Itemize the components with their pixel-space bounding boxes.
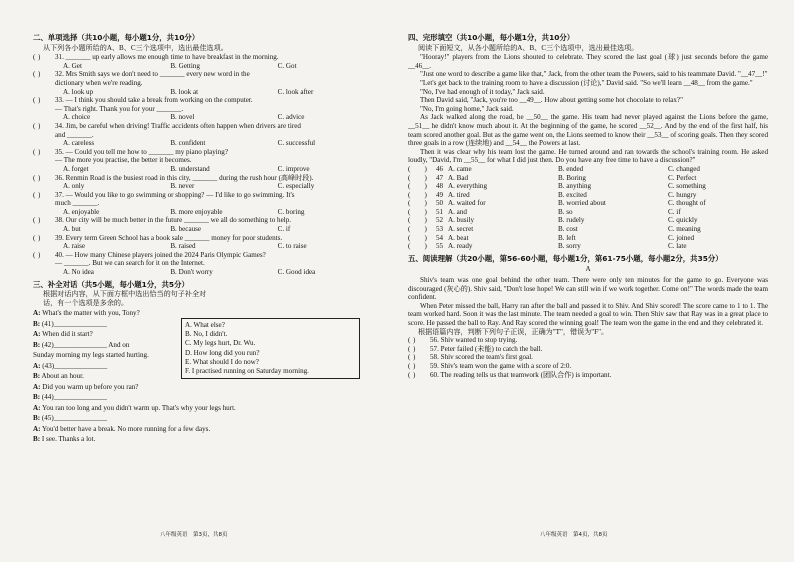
option-a: A. and — [448, 207, 467, 216]
cloze-option-row — [408, 182, 768, 191]
option-a: A. came — [448, 164, 472, 173]
question-stem: 39. Every term Green School has a book sale _______ money for poor students. — [55, 233, 283, 242]
speaker: B: — [33, 414, 41, 423]
option-b: B. anything — [558, 182, 592, 191]
dialogue-text: Did you warm up before you ran? — [42, 382, 139, 391]
answer-bracket-open: ( — [408, 361, 411, 370]
option-a: A. busily — [448, 216, 475, 225]
dialogue-line — [33, 382, 385, 393]
question-stem: 40. — How many Chinese players joined the 2024 Paris Olympic Games? — [55, 250, 266, 259]
box-option: F. I practised running on Saturday morning. — [185, 367, 309, 376]
answer-bracket: ( ) — [408, 207, 427, 216]
option-c: C. hungry — [668, 190, 697, 199]
answer-bracket-open: ( — [33, 121, 36, 130]
reading-paragraph: Shiv's team was one goal behind the other team. There were only ten minutes for the game to go. Everyone was discouraged (灰心的). Shiv said, "Don't lose hope! We can still win if we work together. Come on!" The words made the team confident. — [408, 276, 768, 302]
cloze-option-row — [408, 191, 768, 200]
dialogue-text: I see. Thanks a lot. — [41, 435, 96, 444]
cloze-option-row — [408, 234, 768, 243]
option-c: C. late — [668, 242, 687, 251]
answer-bracket: ( ) — [408, 233, 427, 242]
dialogue-text: You ran too long and you didn't warm up. That's why your legs hurt. — [42, 403, 236, 412]
dialogue-text: (42)_______________ And on — [41, 340, 130, 349]
box-option: E. What should I do now? — [185, 357, 259, 366]
option-a: A. secret — [448, 225, 474, 234]
speaker: B: — [33, 319, 41, 328]
left-column — [33, 34, 385, 445]
answer-bracket-open: ( — [33, 233, 36, 242]
cloze-option-row — [408, 242, 768, 251]
option: B. never — [170, 182, 195, 191]
mcq-question — [33, 148, 385, 174]
option: C. improve — [277, 164, 310, 173]
question-stem: 36. Renmin Road is the busiest road in this city, _______ during the rush hour (高峰时段). — [55, 173, 314, 182]
option-a: A. everything — [448, 182, 488, 191]
answer-bracket-close: ) — [38, 233, 41, 242]
cloze-option-row — [408, 208, 768, 217]
answer-bracket-open: ( — [33, 70, 36, 79]
speaker: B: — [33, 340, 41, 349]
mcq-question — [33, 191, 385, 217]
tf-question — [408, 353, 768, 362]
speaker: A: — [33, 403, 41, 412]
section3-title: 三、补全对话（共5小题，每小题1分，共5分） — [33, 279, 189, 289]
dialogue-line — [33, 403, 385, 414]
cloze-option-row — [408, 199, 768, 208]
option: A. forget — [63, 164, 89, 173]
dialogue-line — [33, 413, 385, 424]
question-stem: 32. Mrs Smith says we don't need to _______ every new word in the — [55, 70, 250, 79]
option-b: B. cost — [558, 225, 578, 234]
dialogue-text: (44)_______________ — [41, 393, 107, 402]
option: C. Good idea — [277, 268, 316, 277]
option-b: B. ended — [558, 164, 584, 173]
question-stem-cont: — _______. But we can search for it on the Internet. — [55, 259, 205, 268]
section3-instruction: 根据对话内容，从下面方框中选出恰当的句子补全对话，有一个选项是多余的。 — [43, 290, 207, 307]
speaker: A: — [33, 361, 41, 370]
question-stem: 31. _______ up early allows me enough time to have breakfast in the morning. — [55, 53, 279, 62]
option: B. because — [170, 225, 202, 234]
option: A. only — [63, 182, 85, 191]
mcq-question — [33, 70, 385, 96]
answer-bracket-open: ( — [33, 96, 36, 105]
option-a: A. tired — [448, 190, 470, 199]
option: B. Getting — [170, 61, 200, 70]
option: A. No idea — [63, 268, 94, 277]
speaker: A: — [33, 424, 41, 433]
speaker: A: — [33, 309, 41, 318]
section4-title: 四、完形填空（共10小题，每小题1分，共10分） — [408, 33, 575, 42]
section2-instruction: 从下列各小题所给的A、B、C三个选项中，选出最佳选项。 — [43, 43, 228, 52]
tf-statement: 60. The reading tells us that teamwork (团队合作) is important. — [430, 370, 612, 379]
option-c: C. something — [668, 182, 706, 191]
answer-bracket-open: ( — [408, 336, 411, 345]
dialogue-text: You'd better have a break. No more running for a few days. — [42, 424, 211, 433]
mcq-question — [33, 251, 385, 277]
box-option: A. What else? — [185, 321, 225, 329]
answer-bracket-open: ( — [408, 353, 411, 362]
question-stem-cont: — That's right. Thank you for your _______. — [55, 104, 184, 113]
box-option: D. How long did you run? — [185, 348, 260, 357]
question-stem-cont: — The more you practise, the better it becomes. — [55, 156, 192, 165]
answer-bracket: ( ) — [408, 216, 427, 225]
option: C. advice — [277, 113, 305, 122]
passage-paragraph: "Let's get back to the training room to have a discussion (讨论)," David said. "So we'll learn __48__ from the game." — [420, 78, 753, 87]
option: B. novel — [170, 113, 195, 122]
option: A. Get — [63, 61, 82, 70]
tf-statement: 57. Peter failed (未能) to catch the ball. — [430, 344, 543, 353]
question-stem: 38. Our city will be much better in the future _______ we all do something to help. — [55, 216, 292, 225]
option: B. Don't worry — [170, 268, 213, 277]
answer-bracket: ( ) — [408, 182, 427, 191]
cloze-option-row — [408, 174, 768, 183]
answer-bracket: ( ) — [408, 199, 427, 208]
options-row — [41, 62, 385, 71]
passage-paragraph: Then it was clear why his team lost the game. He turned around and ran towards the school's training room. He asked loudly, "David, I'm __55__ for what I did just then. Do you have any free time to have a discussion?" — [408, 147, 768, 165]
option: C. if — [277, 225, 291, 234]
answer-bracket: ( ) — [408, 190, 427, 199]
options-row — [41, 182, 385, 191]
answer-bracket-close: ) — [38, 173, 41, 182]
options-row — [41, 113, 385, 122]
answer-bracket-close: ) — [38, 216, 41, 225]
tf-question — [408, 371, 768, 380]
option-b: B. sorry — [558, 242, 581, 251]
mcq-question — [33, 216, 385, 233]
option: C. boring — [277, 207, 305, 216]
cloze-option-row — [408, 216, 768, 225]
option: C. successful — [277, 139, 316, 148]
answer-bracket-open: ( — [408, 344, 411, 353]
option: A. but — [63, 225, 81, 234]
passage-paragraph: "Hooray!" players from the Lions shouted to celebrate. They scored the last goal (球) just seconds before the game __46__. — [408, 53, 768, 70]
passage-paragraph: "Just one word to describe a game like that," Jack, from the other team the Powers, said to his teammate David. "__47__!" — [420, 70, 768, 79]
question-number: 55 — [436, 242, 444, 251]
options-row — [41, 208, 385, 217]
tf-question — [408, 345, 768, 354]
question-stem: 33. — I think you should take a break from working on the computer. — [55, 96, 253, 105]
option: B. understand — [170, 164, 210, 173]
answer-bracket-close: ) — [38, 70, 41, 79]
answer-bracket: ( ) — [408, 225, 427, 234]
tf-question — [408, 336, 768, 345]
section5-title: 五、阅读理解（共20小题，第56-60小题，每小题1分，第61-75小题，每小题2分，共35分） — [408, 253, 723, 263]
section2-title: 二、单项选择（共10小题，每小题1分，共10分） — [33, 33, 200, 42]
option: C. especially — [277, 182, 315, 191]
passage-paragraph: As Jack walked along the road, he __50__ the game. His team had never played against the Lions before the game, __51__ he didn't know much about it. At the beginning of the game, he scored __52__. And by the end of the first half, his team scored another goal. But as the game went on, the Lions seemed to know their __53__ of scoring goals. Then they scored three goals in a row (连续地) and __54__ the Powers at last. — [408, 113, 768, 148]
option-a: A. waited for — [448, 199, 486, 208]
speaker: B: — [33, 372, 41, 381]
options-row — [41, 139, 385, 148]
question-number: 53 — [436, 225, 444, 234]
question-number: 46 — [436, 164, 444, 173]
answer-bracket-close: ) — [413, 361, 416, 370]
mcq-question — [33, 122, 385, 148]
reading-passage — [408, 276, 768, 328]
passage-label: A — [585, 265, 591, 274]
option-c: C. if — [668, 207, 681, 216]
mcq-question — [33, 96, 385, 122]
answer-bracket-close: ) — [38, 121, 41, 130]
option-a: A. Bad — [448, 173, 469, 182]
answer-bracket-close: ) — [38, 96, 41, 105]
option: B. raised — [170, 242, 196, 251]
passage-paragraph: "No, I'm going home," Jack said. — [420, 104, 514, 113]
section4-instruction: 阅读下面短文，从各小题所给的A、B、C三个选项中，选出最佳选项。 — [418, 43, 639, 52]
cloze-passage — [408, 53, 768, 165]
dialogue-text: (41)_______________ — [41, 319, 107, 328]
mcq-question — [33, 234, 385, 251]
option: B. more enjoyable — [170, 207, 223, 216]
passage-paragraph: "No, I've had enough of it today," Jack said. — [420, 87, 545, 96]
answer-bracket-open: ( — [33, 190, 36, 199]
question-number: 54 — [436, 233, 444, 242]
passage-paragraph: Then David said, "Jack, you're too __49__. How about getting some hot chocolate to relax?" — [420, 96, 683, 105]
options-row — [41, 165, 385, 174]
answer-bracket-open: ( — [33, 216, 36, 225]
mcq-question — [33, 53, 385, 70]
options-box — [181, 318, 360, 379]
option-c: C. quickly — [668, 216, 698, 225]
option-c: C. changed — [668, 164, 700, 173]
option: A. careless — [63, 139, 95, 148]
dialogue-text: About an hour. — [41, 372, 84, 381]
question-number: 49 — [436, 190, 444, 199]
option-b: B. excited — [558, 190, 587, 199]
option: A. raise — [63, 242, 86, 251]
option: A. look up — [63, 87, 94, 96]
question-stem: 37. — Would you like to go swimming or shopping? — I'd like to go swimming. It's — [55, 190, 295, 199]
dialogue-text: (45)_______________ — [41, 414, 107, 423]
box-option: C. My legs hurt, Dr. Wu. — [185, 339, 256, 348]
right-footer: 八年级英语 第4页，共8页 — [540, 532, 608, 538]
mcq-question — [33, 174, 385, 191]
dialogue-text: (43)_______________ — [42, 361, 108, 370]
dialogue-text: What's the matter with you, Tony? — [42, 309, 140, 318]
answer-bracket: ( ) — [408, 173, 427, 182]
answer-bracket-open: ( — [408, 370, 411, 379]
answer-bracket-close: ) — [413, 370, 416, 379]
dialogue-text: Sunday morning my legs started hurting. — [33, 351, 149, 360]
question-stem-cont: much _______. — [55, 199, 100, 208]
option: A. choice — [63, 113, 91, 122]
options-row — [41, 88, 385, 97]
option: B. confident — [170, 139, 206, 148]
question-number: 50 — [436, 199, 444, 208]
dialogue-line — [33, 434, 385, 445]
answer-bracket-open: ( — [33, 53, 36, 62]
box-option: B. No, I didn't. — [185, 330, 228, 339]
dialogue-line — [33, 329, 203, 340]
question-stem-cont: dictionary when we're reading. — [55, 78, 143, 87]
mcq-list — [33, 53, 385, 276]
question-number: 48 — [436, 182, 444, 191]
speaker: A: — [33, 382, 41, 391]
option: C. look after — [277, 87, 314, 96]
question-number: 52 — [436, 216, 444, 225]
question-number: 47 — [436, 173, 444, 182]
tf-list — [408, 336, 768, 379]
question-stem: 34. Jim, be careful when driving! Traffic accidents often happen when drivers are tired — [55, 121, 301, 130]
right-column — [408, 34, 768, 379]
cloze-options-table — [408, 165, 768, 251]
answer-bracket-open: ( — [33, 250, 36, 259]
tf-statement: 58. Shiv scored the team's first goal. — [430, 353, 533, 362]
cloze-option-row — [408, 165, 768, 174]
speaker: B: — [33, 393, 41, 402]
question-number: 51 — [436, 207, 444, 216]
option-c: C. joined — [668, 233, 695, 242]
option-b: B. worried about — [558, 199, 606, 208]
answer-bracket-close: ) — [38, 147, 41, 156]
cloze-option-row — [408, 225, 768, 234]
reading-paragraph: When Peter missed the ball, Harry ran after the ball and passed it to Shiv. And Shiv scored! The score came to 1 to 1. The team worked hard. Soon it was the last minute. The team needed a goal to win. Then Shiv saw that Ray was in a great place to score. He passed the ball to Ray. And Ray scored the winning goal! The team won the game in the end and they celebrated it. — [408, 301, 768, 327]
answer-bracket: ( ) — [408, 242, 427, 251]
options-row — [41, 268, 385, 277]
speaker: A: — [33, 330, 41, 339]
answer-bracket-close: ) — [38, 190, 41, 199]
answer-bracket-open: ( — [33, 147, 36, 156]
dialogue-line — [33, 424, 385, 435]
tf-instruction: 根据语篇内容，判断下列句子正误，正确为"T"，错误为"F"。 — [418, 327, 609, 336]
answer-bracket-close: ) — [413, 344, 416, 353]
option-c: C. Perfect — [668, 173, 697, 182]
option-a: A. ready — [448, 242, 473, 251]
options-row — [41, 242, 385, 251]
answer-bracket-close: ) — [413, 353, 416, 362]
dialogue-text: When did it start? — [42, 330, 93, 339]
option: C. to raise — [277, 242, 307, 251]
options-row — [41, 225, 385, 234]
dialogue-line — [33, 308, 203, 319]
option: C. Got — [277, 61, 297, 70]
option-c: C. thought of — [668, 199, 706, 208]
tf-statement: 59. Shiv's team won the game with a score of 2:0. — [430, 361, 572, 370]
option-c: C. meaning — [668, 225, 701, 234]
option-b: B. so — [558, 207, 573, 216]
option: B. look at — [170, 87, 199, 96]
question-stem: 35. — Could you tell me how to _______ my piano playing? — [55, 147, 228, 156]
question-stem-cont: and _______. — [55, 130, 94, 139]
answer-bracket-open: ( — [33, 173, 36, 182]
answer-bracket-close: ) — [38, 53, 41, 62]
option-b: B. Boring — [558, 173, 586, 182]
answer-bracket: ( ) — [408, 164, 427, 173]
dialogue-line — [33, 319, 203, 330]
answer-bracket-close: ) — [38, 250, 41, 259]
left-footer: 八年级英语 第3页，共8页 — [160, 532, 228, 538]
tf-statement: 56. Shiv wanted to stop trying. — [430, 336, 518, 345]
tf-question — [408, 362, 768, 371]
speaker: B: — [33, 435, 41, 444]
dialogue-line — [33, 392, 385, 403]
answer-bracket-close: ) — [413, 336, 416, 345]
option-a: A. beat — [448, 233, 469, 242]
option: A. enjoyable — [63, 207, 100, 216]
option-b: B. left — [558, 233, 576, 242]
option-b: B. rudely — [558, 216, 585, 225]
